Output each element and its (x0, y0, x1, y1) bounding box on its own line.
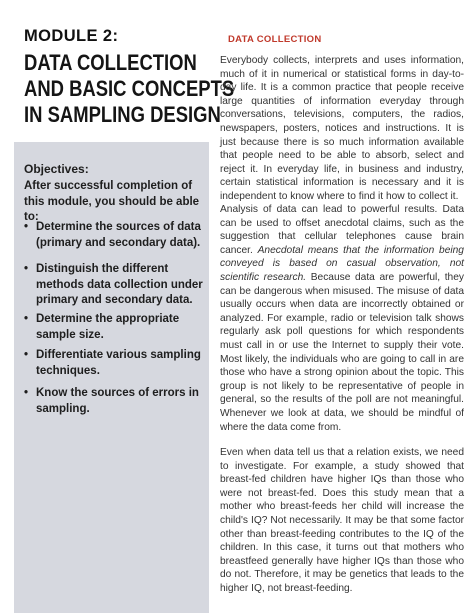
objective-text: Determine the sources of data (primary and secondary data). (36, 221, 201, 249)
paragraph-2 (220, 203, 464, 434)
module-title-line-1: DATA COLLECTION (24, 50, 197, 75)
objective-item (24, 312, 204, 343)
section-title: DATA COLLECTION (228, 34, 322, 45)
objectives-intro: After successful completion of this module, you should be able to: (24, 180, 200, 223)
objective-text: Know the sources of errors in sampling. (36, 387, 199, 415)
objective-item (24, 386, 204, 417)
module-title-line-2: AND BASIC CONCEPTS (24, 76, 235, 101)
paragraph-1: Everybody collects, interprets and uses information, much of it in numerical or statistical forms in day-to-day life. It is a common practice that people receive large quantities of information everyday through conversations, televisions, computers, the radios, newspapers, posters, notices and instructions. It is just because there is so much information available that people need to be able to absorb, select and reject it. In everyday life, in business and industry, certain statistical information is necessary and it is independent to know where to find it how to collect it. (220, 55, 464, 202)
module-title (24, 50, 235, 128)
paragraph-2-emphasis: Anecdotal means that the information being conveyed is based on casual observation, not scientific research. (220, 244, 464, 283)
module-label: MODULE 2: (24, 27, 119, 45)
paragraph-3: Even when data tell us that a relation exists, we need to investigate. For example, a study showed that breast-fed children have higher IQs than those who were not breast-fed. Does this study mean that a mother who breast-feeds her child will increase the child's IQ? Not necessarily. It may be that some factor other than breast-feeding contributes to the IQ of the children. In this case, it turns out that mothers who breastfeed generally have higher IQs than those who do not. Therefore, it may be genetics that leads to the higher IQ, not breast-feeding. (220, 447, 464, 594)
objective-text: Determine the appropriate sample size. (36, 313, 180, 341)
bullet-icon: • (24, 221, 29, 233)
paragraph-2-text-b: Because data are powerful, they can be dangerous when misused. The misuse of data usually occurs when data are incorrectly obtained or analyzed. For example, radio or television talk shows regularly ask poll questions for which respondents must call in or use the Internet to supply their vote. Most likely, the individuals who are going to call in are those who have a strong opinion about the topic. This group is not likely to be representative of people in general, so the results of the poll are not meaningful. Whenever we look at data, we should be mindful of where the data come from. (220, 271, 464, 433)
module-title-line-3: IN SAMPLING DESIGN (24, 102, 221, 127)
bullet-icon: • (24, 263, 29, 275)
objectives-sidebar (14, 142, 209, 613)
bullet-icon: • (24, 313, 29, 325)
bullet-icon: • (24, 349, 29, 361)
objective-text: Distinguish the different methods data collection under primary and secondary data. (36, 263, 203, 306)
objective-item (24, 262, 204, 309)
paragraph-2-text-a: Analysis of data can lead to powerful results. Data can be used to offset anecdotal claims, such as the suggestion that cellular telephones cause brain cancer. (220, 204, 464, 256)
objective-item (24, 220, 204, 251)
left-column (0, 0, 235, 613)
bullet-icon: • (24, 387, 29, 399)
objectives-heading: Objectives: (24, 162, 89, 176)
objective-item (24, 348, 204, 379)
objective-text: Differentiate various sampling techniques. (36, 349, 201, 377)
